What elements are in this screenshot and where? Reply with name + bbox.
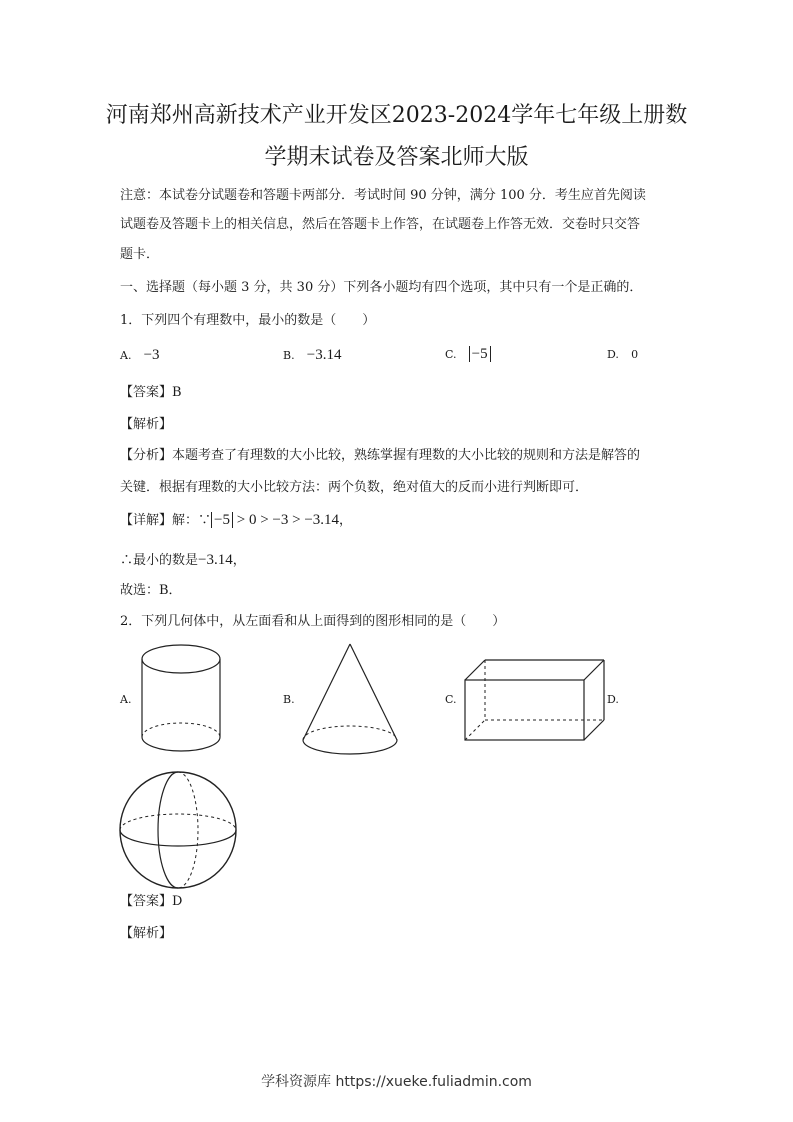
q1-choice: 故选：B． <box>120 583 182 598</box>
q2-analysis-heading: 【解析】 <box>120 926 173 941</box>
q2-label-c: C. <box>445 693 457 706</box>
cylinder-icon <box>135 640 227 756</box>
notice-line-3: 题卡． <box>120 247 160 262</box>
cuboid-icon <box>460 655 610 745</box>
notice-line-1: 注意：本试卷分试题卷和答题卡两部分．考试时间 90 分钟，满分 100 分．考生应首先阅读 <box>120 188 646 203</box>
conclusion-prefix: ∴最小的数是 <box>120 553 199 568</box>
q1-option-a <box>120 346 160 365</box>
question-2-stem: 2．下列几何体中，从左面看和从上面得到的图形相同的是（ ） <box>120 614 506 629</box>
option-value-absolute: −5 <box>469 346 491 362</box>
q1-option-b <box>283 346 341 365</box>
q1-option-c <box>445 346 491 364</box>
q1-analysis-heading: 【解析】 <box>120 417 173 432</box>
option-value: −3.14 <box>306 347 342 363</box>
q2-label-d: D. <box>607 693 619 706</box>
detail-prefix: 【详解】解：∵ <box>120 513 212 528</box>
question-1-stem: 1．下列四个有理数中，最小的数是（ ） <box>120 313 376 328</box>
conclusion-end: ， <box>232 553 246 568</box>
detail-inequality: > 0 > −3 > −3.14 <box>232 512 340 528</box>
sphere-icon <box>116 768 240 892</box>
footer-watermark-link[interactable]: 学科资源库 https://xueke.fuliadmin.com <box>261 1074 532 1090</box>
conclusion-value: −3.14 <box>198 552 233 568</box>
section-heading: 一、选择题（每小题 3 分，共 30 分）下列各小题均有四个选项，其中只有一个是正确的． <box>120 280 643 295</box>
title-line-1: 河南郑州高新技术产业开发区2023-2024学年七年级上册数 <box>105 103 688 128</box>
q1-analysis-line-2: 关键．根据有理数的大小比较方法：两个负数，绝对值大的反而小进行判断即可． <box>120 480 589 495</box>
title-line-2: 学期末试卷及答案北师大版 <box>264 145 529 170</box>
option-letter: A. <box>120 349 132 362</box>
q2-label-b: B. <box>283 693 295 706</box>
option-value: −3 <box>143 347 160 363</box>
q1-answer: 【答案】B <box>120 385 182 400</box>
q1-analysis-line-1: 【分析】本题考查了有理数的大小比较，熟练掌握有理数的大小比较的规则和方法是解答的 <box>120 448 641 463</box>
q1-conclusion <box>120 551 246 570</box>
q1-detail <box>120 511 352 530</box>
option-letter: C. <box>445 348 457 361</box>
q2-answer: 【答案】D <box>120 894 183 909</box>
detail-end: ， <box>339 513 353 528</box>
notice-line-2: 试题卷及答题卡上的相关信息，然后在答题卡上作答，在试题卷上作答无效．交卷时只交答 <box>120 217 641 232</box>
option-letter: B. <box>283 349 295 362</box>
q1-option-d <box>607 346 646 364</box>
q2-label-a: A. <box>120 693 132 706</box>
cone-icon <box>298 640 402 758</box>
option-letter: D. <box>607 348 619 361</box>
option-value: 0 <box>631 348 639 361</box>
detail-absolute-value: −5 <box>211 512 233 528</box>
